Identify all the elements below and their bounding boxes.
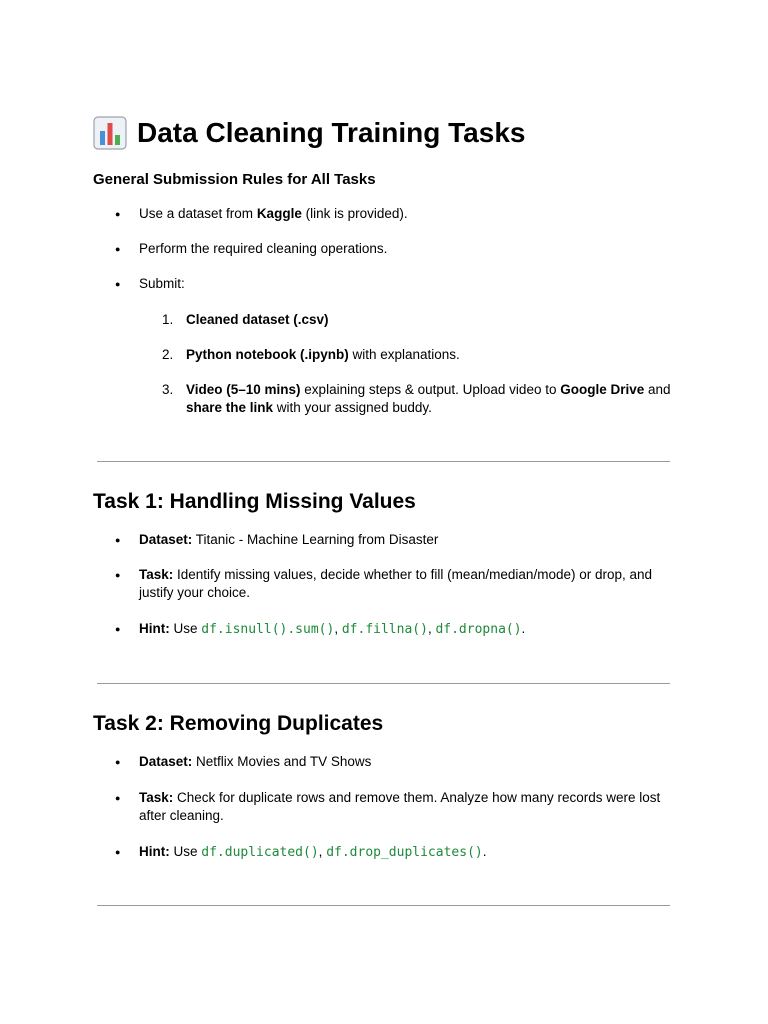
list-item [139, 531, 679, 549]
share-link-bold: share the link [186, 400, 274, 415]
item-text: and [644, 382, 671, 397]
rule-text: Use a dataset from [139, 206, 257, 221]
dataset-label: Dataset: [139, 754, 193, 769]
bar-chart-icon [93, 116, 127, 150]
list-item [139, 205, 679, 223]
task-label: Task: [139, 567, 174, 582]
rule-text: (link is provided). [301, 206, 408, 221]
dataset-label: Dataset: [139, 532, 193, 547]
item-bold: Video (5–10 mins) [186, 382, 301, 397]
hint-text: Use [169, 844, 202, 859]
item-number: 2. [162, 347, 174, 362]
item-number: 3. [162, 382, 174, 397]
hint-label: Hint: [139, 621, 170, 636]
list-item [139, 566, 679, 602]
task-value: Identify missing values, decide whether to fill (mean/median/mode) or drop, and justify your choice. [139, 567, 653, 600]
list-item [139, 240, 679, 258]
numbered-item [162, 346, 676, 364]
item-text: with explanations. [348, 347, 460, 362]
separator: , [427, 621, 436, 636]
list-item [139, 843, 679, 862]
item-text: explaining steps & output. Upload video to [300, 382, 561, 397]
period: . [521, 621, 526, 636]
code-snippet: df.duplicated() [201, 845, 319, 860]
item-bold: Cleaned dataset (.csv) [186, 312, 329, 327]
horizontal-divider [97, 461, 670, 462]
kaggle-bold: Kaggle [256, 206, 302, 221]
period: . [482, 844, 487, 859]
code-snippet: df.dropna() [435, 622, 522, 637]
item-number: 1. [162, 312, 174, 327]
task-label: Task: [139, 790, 174, 805]
code-snippet: df.fillna() [341, 622, 428, 637]
list-item [139, 620, 679, 639]
item-bold: Python notebook (.ipynb) [186, 347, 349, 362]
task1-heading: Task 1: Handling Missing Values [93, 490, 416, 513]
hint-text: Use [169, 621, 202, 636]
horizontal-divider [97, 683, 670, 684]
task2-heading: Task 2: Removing Duplicates [93, 712, 384, 735]
dataset-value: Titanic - Machine Learning from Disaster [192, 532, 439, 547]
list-item [139, 753, 679, 771]
code-snippet: df.isnull().sum() [201, 622, 335, 637]
rule-text: Submit: [139, 276, 185, 291]
page-title-text: Data Cleaning Training Tasks [137, 117, 526, 148]
task-value: Check for duplicate rows and remove them. Analyze how many records were lost after cleaning. [139, 790, 661, 823]
google-drive-bold: Google Drive [560, 382, 645, 397]
rules-heading: General Submission Rules for All Tasks [93, 171, 376, 188]
list-item [139, 789, 679, 825]
item-text: with your assigned buddy. [273, 400, 432, 415]
separator: , [318, 844, 327, 859]
page-title [93, 114, 525, 152]
rule-text: Perform the required cleaning operations. [139, 241, 388, 256]
horizontal-divider [97, 905, 670, 906]
list-item [139, 275, 679, 293]
numbered-item [162, 381, 676, 417]
numbered-item [162, 311, 676, 329]
code-snippet: df.drop_duplicates() [326, 845, 483, 860]
dataset-value: Netflix Movies and TV Shows [192, 754, 372, 769]
hint-label: Hint: [139, 844, 170, 859]
separator: , [334, 621, 342, 636]
